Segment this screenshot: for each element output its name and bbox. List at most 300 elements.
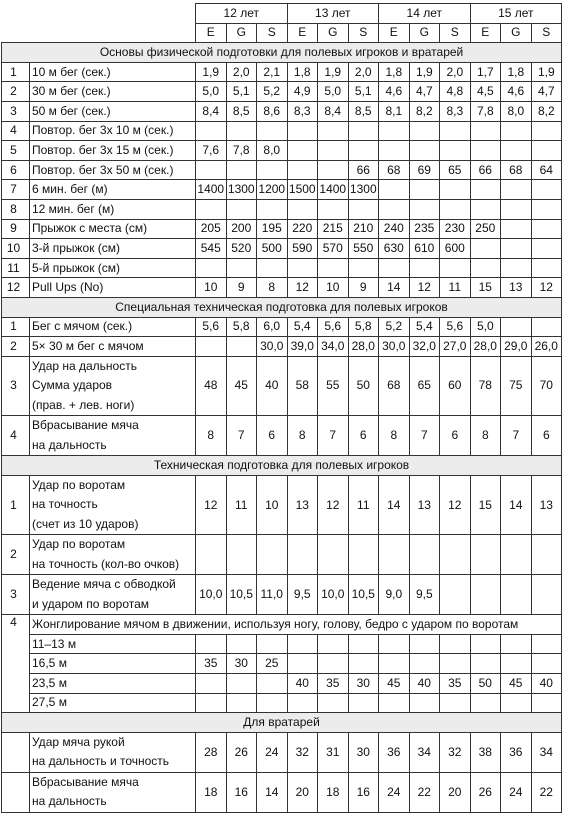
row-label (30, 160, 196, 180)
value-cell: 7,6 (196, 141, 227, 161)
section-header (2, 43, 562, 63)
value-cell (257, 674, 288, 694)
table-row (2, 356, 562, 416)
row-number: 5 (2, 141, 30, 161)
value-cell (318, 141, 349, 161)
value-cell: 220 (287, 219, 318, 239)
value-cell: 15 (470, 475, 501, 535)
row-label-line: Жонглирование мячом в движении, используя ногу, голову, бедро с ударом по воротам (32, 617, 519, 632)
value-cell (196, 258, 227, 278)
value-cell: 30 (226, 654, 257, 674)
table-row (2, 416, 562, 456)
value-cell (440, 634, 471, 654)
value-cell: 205 (196, 219, 227, 239)
value-cell: 20 (440, 772, 471, 812)
value-cell (440, 141, 471, 161)
table-row (2, 317, 562, 337)
value-cell: 16 (348, 772, 379, 812)
value-cell: 9 (226, 278, 257, 298)
value-cell: 4,9 (287, 82, 318, 102)
value-cell (470, 575, 501, 615)
value-cell: 1,8 (501, 62, 532, 82)
value-cell: 500 (257, 239, 288, 259)
row-label-line: 12 мин. бег (м) (32, 201, 115, 216)
value-cell: 5,2 (379, 317, 410, 337)
value-cell: 34 (531, 732, 562, 772)
value-cell: 5,1 (348, 82, 379, 102)
table-row (2, 160, 562, 180)
header-row-ages (2, 4, 562, 24)
value-cell: 32 (287, 732, 318, 772)
row-number: 2 (2, 535, 30, 575)
value-cell (226, 535, 257, 575)
value-cell: 1500 (287, 180, 318, 200)
level-header: E (470, 23, 501, 43)
value-cell: 8,4 (196, 101, 227, 121)
value-cell (379, 121, 410, 141)
value-cell: 13 (501, 278, 532, 298)
value-cell (440, 199, 471, 219)
value-cell (531, 654, 562, 674)
value-cell (348, 535, 379, 575)
subrow (2, 654, 562, 674)
value-cell: 8,3 (287, 101, 318, 121)
header-blank (2, 23, 196, 43)
value-cell: 230 (440, 219, 471, 239)
value-cell: 8 (257, 278, 288, 298)
row-number: 10 (2, 239, 30, 259)
value-cell: 6 (348, 416, 379, 456)
value-cell (287, 141, 318, 161)
value-cell: 10,5 (348, 575, 379, 615)
value-cell: 8 (287, 416, 318, 456)
row-number: 2 (2, 82, 30, 102)
value-cell: 5,1 (226, 82, 257, 102)
value-cell: 7 (318, 416, 349, 456)
value-cell: 35 (440, 674, 471, 694)
row-number: 3 (2, 356, 30, 416)
row-label-line: и ударом по воротам (32, 596, 150, 611)
value-cell: 10,5 (226, 575, 257, 615)
value-cell (531, 121, 562, 141)
value-cell: 1400 (318, 180, 349, 200)
value-cell: 2,0 (348, 62, 379, 82)
row-label (30, 239, 196, 259)
value-cell (501, 317, 532, 337)
value-cell: 22 (531, 772, 562, 812)
value-cell (440, 180, 471, 200)
value-cell (226, 199, 257, 219)
section-header (2, 713, 562, 733)
value-cell (348, 654, 379, 674)
value-cell: 8,5 (348, 101, 379, 121)
value-cell: 24 (379, 772, 410, 812)
row-number: 8 (2, 199, 30, 219)
row-label (30, 82, 196, 102)
table-row (2, 219, 562, 239)
table-row (2, 732, 562, 772)
value-cell: 1,7 (470, 62, 501, 82)
row-label-line: (прав. + лев. ноги) (32, 397, 135, 412)
value-cell: 5,4 (287, 317, 318, 337)
value-cell: 60 (440, 356, 471, 416)
value-cell: 235 (409, 219, 440, 239)
row-label-line: 3-й прыжок (см) (32, 240, 121, 255)
value-cell: 520 (226, 239, 257, 259)
table-row (2, 121, 562, 141)
value-cell: 13 (531, 475, 562, 535)
subrow (2, 634, 562, 654)
value-cell (501, 258, 532, 278)
value-cell: 10 (196, 278, 227, 298)
value-cell: 18 (318, 772, 349, 812)
value-cell: 1300 (226, 180, 257, 200)
value-cell (531, 199, 562, 219)
row-label-line: Вбрасывание мяча (32, 418, 139, 433)
value-cell: 38 (470, 732, 501, 772)
value-cell (257, 199, 288, 219)
value-cell (196, 535, 227, 575)
value-cell: 5,0 (196, 82, 227, 102)
value-cell: 64 (531, 160, 562, 180)
table-row (2, 615, 562, 635)
value-cell: 10,0 (196, 575, 227, 615)
value-cell: 11 (440, 278, 471, 298)
value-cell (531, 141, 562, 161)
value-cell (531, 693, 562, 713)
level-header: G (409, 23, 440, 43)
value-cell (531, 219, 562, 239)
value-cell: 8,0 (257, 141, 288, 161)
row-number: 9 (2, 219, 30, 239)
value-cell (440, 654, 471, 674)
value-cell (379, 693, 410, 713)
value-cell: 13 (287, 475, 318, 535)
value-cell (226, 634, 257, 654)
row-label-line: 50 м бег (сек.) (32, 103, 111, 118)
value-cell (257, 634, 288, 654)
row-label (30, 416, 196, 456)
value-cell: 4,7 (409, 82, 440, 102)
value-cell: 8,2 (531, 101, 562, 121)
row-label (30, 121, 196, 141)
value-cell (196, 674, 227, 694)
row-number: 12 (2, 278, 30, 298)
level-header: S (440, 23, 471, 43)
row-label-line: Удар по воротам (32, 477, 126, 492)
value-cell: 200 (226, 219, 257, 239)
row-label (30, 278, 196, 298)
level-header: G (226, 23, 257, 43)
row-label (30, 180, 196, 200)
distance-label: 27,5 м (30, 693, 196, 713)
row-label (30, 732, 196, 772)
value-cell: 1400 (196, 180, 227, 200)
row-label-line: Повтор. бег 3х 50 м (сек.) (32, 162, 174, 177)
level-header: E (287, 23, 318, 43)
value-cell: 14 (501, 475, 532, 535)
row-number: 3 (2, 101, 30, 121)
value-cell (379, 654, 410, 674)
value-cell (226, 674, 257, 694)
value-cell: 40 (287, 674, 318, 694)
distance-label: 23,5 м (30, 674, 196, 694)
value-cell: 4,7 (531, 82, 562, 102)
table-row (2, 180, 562, 200)
value-cell (440, 575, 471, 615)
section-title: Специальная техническая подготовка для полевых игроков (2, 297, 562, 317)
row-label-line: Прыжок с места (см) (32, 221, 148, 236)
row-label (30, 615, 562, 635)
table-row (2, 199, 562, 219)
row-label (30, 62, 196, 82)
value-cell: 1200 (257, 180, 288, 200)
value-cell (379, 199, 410, 219)
value-cell (470, 634, 501, 654)
row-label-line: на дальность (32, 437, 107, 452)
table-row (2, 239, 562, 259)
value-cell: 5,2 (257, 82, 288, 102)
value-cell (409, 180, 440, 200)
value-cell: 8,5 (226, 101, 257, 121)
value-cell: 195 (257, 219, 288, 239)
value-cell (440, 258, 471, 278)
value-cell: 70 (531, 356, 562, 416)
value-cell (196, 693, 227, 713)
value-cell (409, 258, 440, 278)
value-cell: 30,0 (257, 337, 288, 357)
value-cell: 50 (348, 356, 379, 416)
value-cell (501, 693, 532, 713)
value-cell: 11 (226, 475, 257, 535)
value-cell (318, 693, 349, 713)
section-title: Для вратарей (2, 713, 562, 733)
value-cell: 45 (379, 674, 410, 694)
value-cell: 48 (196, 356, 227, 416)
level-header: G (318, 23, 349, 43)
value-cell (318, 121, 349, 141)
age-header: 14 лет (379, 4, 471, 24)
value-cell: 35 (196, 654, 227, 674)
value-cell (531, 258, 562, 278)
value-cell: 30,0 (379, 337, 410, 357)
value-cell: 1,9 (409, 62, 440, 82)
value-cell: 1,9 (318, 62, 349, 82)
row-label-line: 30 м бег (сек.) (32, 84, 111, 99)
value-cell: 8,4 (318, 101, 349, 121)
value-cell: 14 (379, 475, 410, 535)
row-label-line: на точность (кол-во очков) (32, 556, 180, 571)
value-cell: 5,0 (318, 82, 349, 102)
value-cell: 22 (409, 772, 440, 812)
age-header: 12 лет (196, 4, 288, 24)
value-cell (440, 121, 471, 141)
subrow (2, 693, 562, 713)
value-cell: 40 (257, 356, 288, 416)
level-header: S (257, 23, 288, 43)
value-cell (348, 693, 379, 713)
level-header: S (531, 23, 562, 43)
row-label-line: Повтор. бег 3х 10 м (сек.) (32, 123, 174, 138)
value-cell (348, 258, 379, 278)
value-cell: 210 (348, 219, 379, 239)
value-cell (287, 693, 318, 713)
row-number: 3 (2, 575, 30, 615)
value-cell (470, 258, 501, 278)
value-cell (470, 180, 501, 200)
section-header (2, 456, 562, 476)
value-cell (501, 121, 532, 141)
value-cell: 550 (348, 239, 379, 259)
value-cell (379, 258, 410, 278)
distance-label: 11–13 м (30, 634, 196, 654)
value-cell: 40 (531, 674, 562, 694)
value-cell: 4,6 (501, 82, 532, 102)
value-cell: 2,1 (257, 62, 288, 82)
value-cell: 5,8 (226, 317, 257, 337)
level-header: E (379, 23, 410, 43)
value-cell: 5,4 (409, 317, 440, 337)
value-cell (501, 575, 532, 615)
value-cell: 570 (318, 239, 349, 259)
value-cell: 7,8 (470, 101, 501, 121)
value-cell (226, 160, 257, 180)
value-cell: 12 (287, 278, 318, 298)
value-cell: 7 (501, 416, 532, 456)
value-cell: 24 (501, 772, 532, 812)
value-cell: 8 (379, 416, 410, 456)
value-cell: 28,0 (470, 337, 501, 357)
row-label (30, 258, 196, 278)
value-cell (196, 199, 227, 219)
row-label-line: Повтор. бег 3х 15 м (сек.) (32, 142, 174, 157)
row-label (30, 141, 196, 161)
row-label-line: на дальность и точность (32, 754, 170, 769)
value-cell (409, 693, 440, 713)
table-row (2, 475, 562, 535)
value-cell (348, 121, 379, 141)
value-cell: 75 (501, 356, 532, 416)
value-cell: 10 (257, 475, 288, 535)
value-cell: 40 (409, 674, 440, 694)
value-cell (470, 693, 501, 713)
value-cell: 8 (196, 416, 227, 456)
header-row-levels (2, 23, 562, 43)
value-cell (379, 180, 410, 200)
value-cell: 1,8 (287, 62, 318, 82)
value-cell: 4,5 (470, 82, 501, 102)
row-label-line: 5× 30 м бег с мячом (32, 338, 144, 353)
value-cell (501, 239, 532, 259)
value-cell: 5,8 (348, 317, 379, 337)
value-cell: 215 (318, 219, 349, 239)
level-header: E (196, 23, 227, 43)
value-cell: 36 (379, 732, 410, 772)
value-cell: 7 (226, 416, 257, 456)
value-cell: 24 (257, 732, 288, 772)
row-number (2, 732, 30, 772)
row-number: 11 (2, 258, 30, 278)
value-cell: 240 (379, 219, 410, 239)
value-cell: 2,0 (440, 62, 471, 82)
value-cell (257, 160, 288, 180)
age-header: 13 лет (287, 4, 379, 24)
table-row (2, 337, 562, 357)
value-cell: 15 (470, 278, 501, 298)
value-cell (257, 121, 288, 141)
row-label (30, 317, 196, 337)
level-header: G (501, 23, 532, 43)
value-cell (348, 141, 379, 161)
value-cell (318, 160, 349, 180)
value-cell (379, 141, 410, 161)
value-cell (196, 634, 227, 654)
row-label-line: Бег с мячом (сек.) (32, 319, 133, 334)
value-cell: 5,6 (196, 317, 227, 337)
row-label (30, 337, 196, 357)
value-cell: 1,9 (196, 62, 227, 82)
value-cell: 14 (379, 278, 410, 298)
row-number: 1 (2, 62, 30, 82)
row-label (30, 101, 196, 121)
value-cell: 6 (440, 416, 471, 456)
value-cell: 6 (257, 416, 288, 456)
row-label-line: 10 м бег (сек.) (32, 64, 111, 79)
value-cell (440, 693, 471, 713)
value-cell (409, 199, 440, 219)
value-cell: 12 (196, 475, 227, 535)
value-cell (501, 141, 532, 161)
value-cell: 78 (470, 356, 501, 416)
value-cell: 590 (287, 239, 318, 259)
value-cell: 66 (348, 160, 379, 180)
value-cell: 6,0 (257, 317, 288, 337)
value-cell: 32,0 (409, 337, 440, 357)
section-header (2, 297, 562, 317)
value-cell (318, 654, 349, 674)
value-cell (440, 535, 471, 575)
row-label-line: Pull Ups (No) (32, 280, 104, 295)
table-row (2, 62, 562, 82)
value-cell: 12 (440, 475, 471, 535)
table-row (2, 101, 562, 121)
value-cell (501, 535, 532, 575)
row-label-line: Удар по воротам (32, 537, 126, 552)
standards-table (1, 3, 562, 813)
value-cell: 34,0 (318, 337, 349, 357)
value-cell: 600 (440, 239, 471, 259)
value-cell: 45 (501, 674, 532, 694)
value-cell: 26 (470, 772, 501, 812)
value-cell: 8,6 (257, 101, 288, 121)
value-cell (470, 654, 501, 674)
value-cell: 10 (318, 278, 349, 298)
row-label-line: Вбрасывание мяча (32, 774, 139, 789)
row-label (30, 575, 196, 615)
value-cell: 58 (287, 356, 318, 416)
value-cell: 9 (348, 278, 379, 298)
value-cell: 28,0 (348, 337, 379, 357)
value-cell: 6 (531, 416, 562, 456)
value-cell (287, 199, 318, 219)
value-cell: 1,9 (531, 62, 562, 82)
value-cell: 68 (379, 160, 410, 180)
value-cell: 68 (379, 356, 410, 416)
row-label (30, 475, 196, 535)
row-label (30, 219, 196, 239)
value-cell: 8,1 (379, 101, 410, 121)
row-number (2, 772, 30, 812)
